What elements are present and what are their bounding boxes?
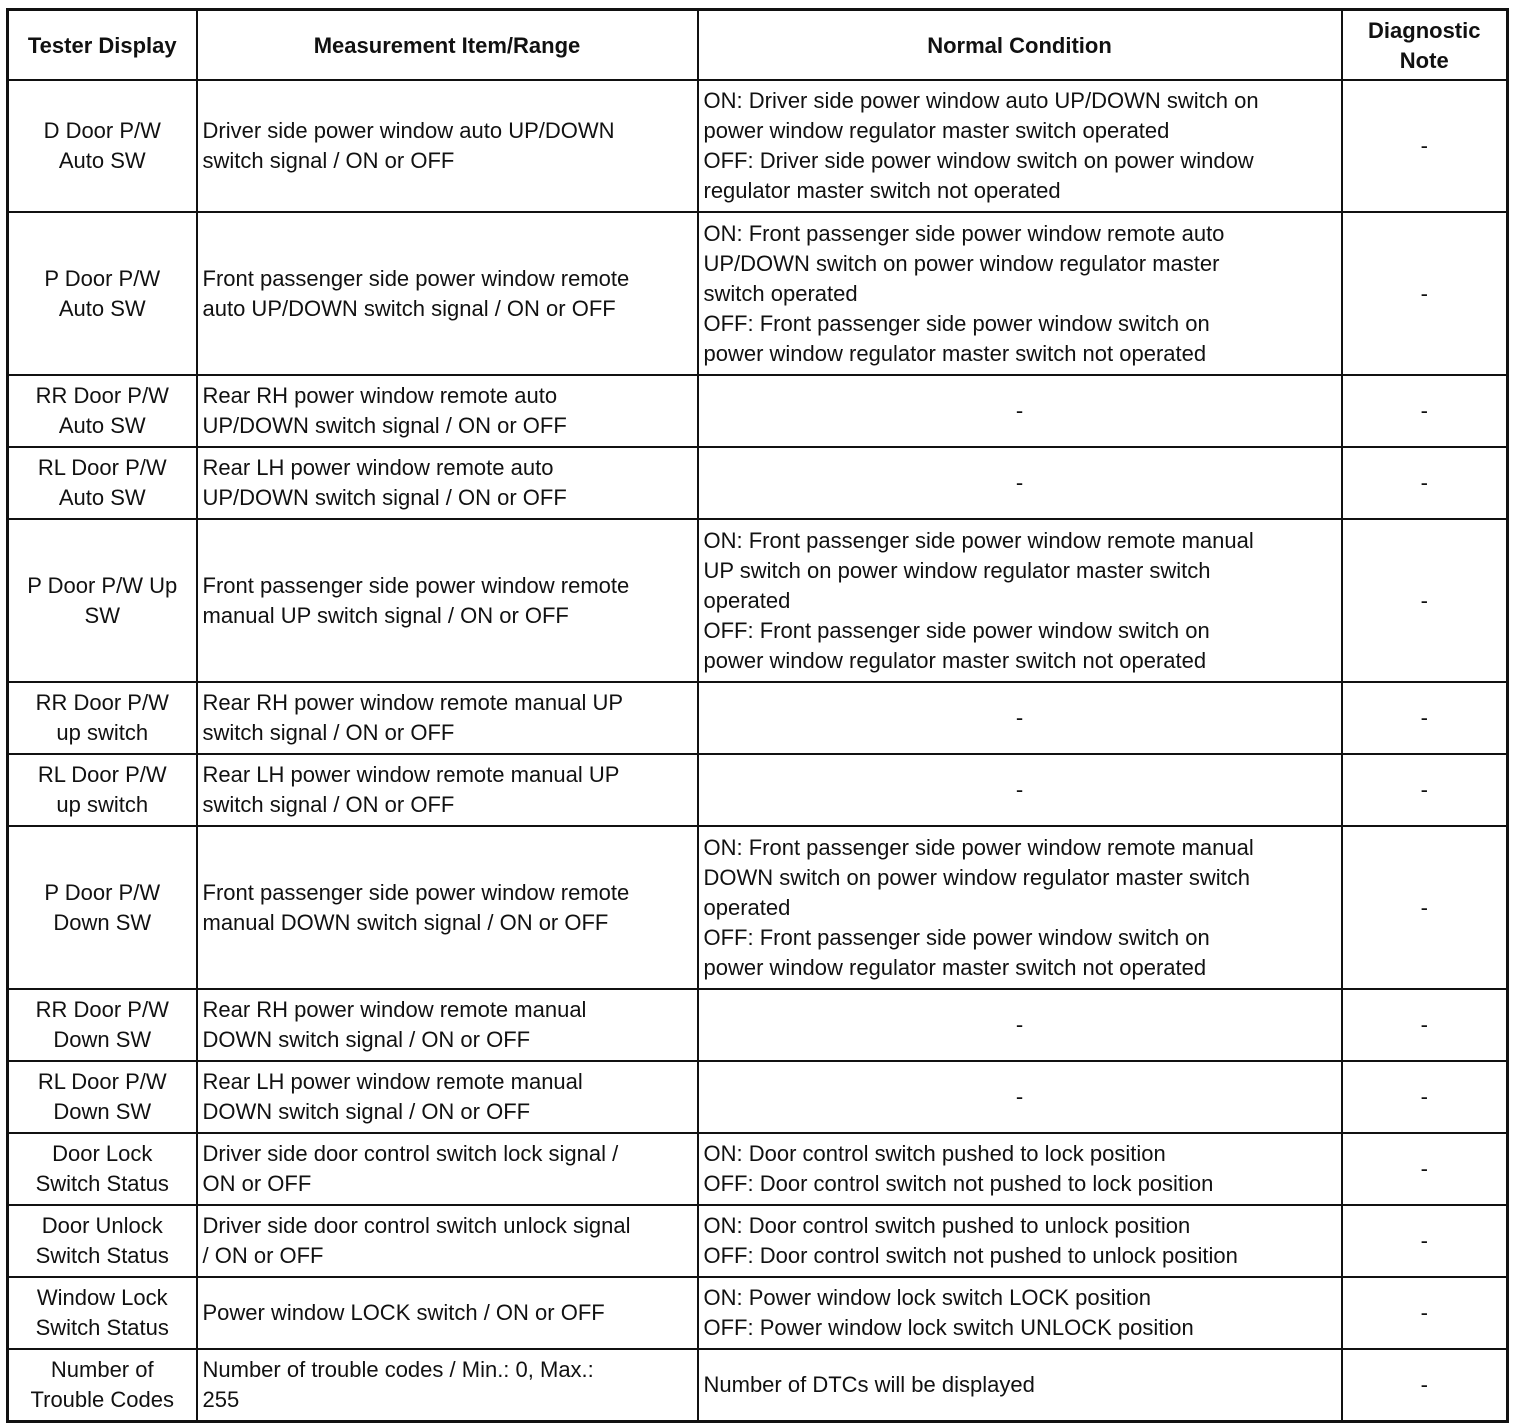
diagnostic-note-cell: -	[1342, 754, 1508, 826]
tester-display-cell-line: Down SW	[53, 909, 152, 935]
measurement-cell-line: Rear LH power window remote auto	[202, 455, 554, 480]
table-row	[8, 80, 1508, 212]
normal-condition-cell-line: DOWN switch on power window regulator master switch	[703, 864, 1251, 890]
measurement-cell-line: auto UP/DOWN switch signal / ON or OFF	[202, 295, 616, 321]
measurement-cell-line: Rear RH power window remote auto	[202, 383, 558, 408]
measurement-cell-line: ON or OFF	[202, 1171, 312, 1196]
header-diagnostic-note-line2: Note	[1399, 48, 1449, 73]
document-page	[6, 8, 1509, 1423]
tester-display-cell-line: RL Door P/W	[37, 1069, 167, 1094]
normal-condition-cell-line: operated	[703, 894, 791, 920]
measurement-cell-line: manual DOWN switch signal / ON or OFF	[202, 909, 609, 935]
tester-display-cell-line: Number of	[50, 1356, 154, 1382]
tester-display-cell-line: D Door P/W	[43, 118, 161, 143]
diagnostic-note-cell: -	[1342, 1133, 1508, 1205]
normal-condition-cell-line: -	[1015, 705, 1024, 730]
normal-condition-cell-line: power window regulator master switch not operated	[703, 340, 1207, 366]
measurement-cell-line: Number of trouble codes / Min.: 0, Max.:	[202, 1356, 594, 1382]
measurement-cell-line: / ON or OFF	[202, 1243, 324, 1268]
measurement-cell	[197, 375, 698, 447]
diagnostic-note-cell: -	[1342, 1277, 1508, 1349]
table-row	[8, 1133, 1508, 1205]
normal-condition-cell	[698, 212, 1342, 375]
measurement-cell	[197, 1205, 698, 1277]
normal-condition-cell	[698, 447, 1342, 519]
measurement-cell-line: switch signal / ON or OFF	[202, 148, 455, 173]
tester-display-cell-line: Auto SW	[58, 485, 146, 510]
normal-condition-cell-line: ON: Front passenger side power window remote auto	[703, 220, 1225, 246]
normal-condition-cell-line: switch operated	[703, 280, 858, 306]
measurement-cell-line: Rear RH power window remote manual	[202, 997, 587, 1022]
header-measurement-item: Measurement Item/Range	[197, 10, 698, 81]
normal-condition-cell-line: ON: Power window lock switch LOCK position	[703, 1285, 1151, 1310]
tester-display-cell	[8, 375, 197, 447]
diagnostic-note-cell: -	[1342, 989, 1508, 1061]
measurement-cell-line: manual UP switch signal / ON or OFF	[202, 602, 569, 628]
normal-condition-cell-line: -	[1015, 1012, 1024, 1037]
diagnostic-note-cell: -	[1342, 80, 1508, 212]
tester-display-cell	[8, 826, 197, 989]
tester-display-cell-line: Door Lock	[52, 1141, 153, 1166]
measurement-cell-line: Front passenger side power window remote	[202, 572, 630, 598]
normal-condition-cell-line: -	[1015, 1084, 1024, 1109]
tester-display-cell	[8, 212, 197, 375]
normal-condition-cell-line: -	[1015, 777, 1024, 802]
table-row	[8, 989, 1508, 1061]
normal-condition-cell-line: ON: Driver side power window auto UP/DOWN switch on	[703, 88, 1259, 113]
tester-display-cell-line: Down SW	[53, 1027, 152, 1052]
header-tester-display: Tester Display	[8, 10, 197, 81]
measurement-cell	[197, 212, 698, 375]
tester-display-cell-line: Door Unlock	[41, 1213, 163, 1238]
measurement-cell	[197, 1349, 698, 1421]
normal-condition-cell	[698, 1205, 1342, 1277]
table-row	[8, 1061, 1508, 1133]
normal-condition-cell-line: ON: Door control switch pushed to lock position	[703, 1141, 1166, 1166]
measurement-cell	[197, 682, 698, 754]
normal-condition-cell-line: UP switch on power window regulator master switch	[703, 557, 1211, 583]
normal-condition-cell-line: OFF: Door control switch not pushed to unlock position	[703, 1243, 1238, 1268]
measurement-cell-line: UP/DOWN switch signal / ON or OFF	[202, 413, 567, 438]
normal-condition-cell-line: power window regulator master switch operated	[703, 118, 1170, 143]
measurement-cell	[197, 1133, 698, 1205]
tester-display-cell-line: up switch	[56, 720, 149, 745]
normal-condition-cell-line: OFF: Front passenger side power window switch on	[703, 617, 1210, 643]
header-diagnostic-note	[1342, 10, 1508, 81]
normal-condition-cell-line: -	[1015, 398, 1024, 423]
normal-condition-cell	[698, 989, 1342, 1061]
measurement-cell-line: switch signal / ON or OFF	[202, 792, 455, 817]
tester-display-cell-line: Window Lock	[36, 1285, 168, 1310]
measurement-cell-line: Driver side power window auto UP/DOWN	[202, 118, 615, 143]
diagnostic-note-cell: -	[1342, 1349, 1508, 1421]
measurement-cell-line: Front passenger side power window remote	[202, 265, 630, 291]
data-list-table	[6, 8, 1509, 1423]
tester-display-cell-line: P Door P/W Up	[27, 572, 178, 598]
table-body	[8, 80, 1508, 1421]
tester-display-cell-line: RR Door P/W	[35, 690, 169, 715]
normal-condition-cell-line: OFF: Door control switch not pushed to lock position	[703, 1171, 1214, 1196]
tester-display-cell	[8, 447, 197, 519]
table-row	[8, 519, 1508, 682]
tester-display-cell	[8, 682, 197, 754]
diagnostic-note-cell: -	[1342, 682, 1508, 754]
diagnostic-note-cell: -	[1342, 1205, 1508, 1277]
measurement-cell-line: Rear LH power window remote manual UP	[202, 762, 620, 787]
measurement-cell-line: DOWN switch signal / ON or OFF	[202, 1099, 531, 1124]
measurement-cell-line: Rear RH power window remote manual UP	[202, 690, 624, 715]
normal-condition-cell-line: ON: Front passenger side power window remote manual	[703, 834, 1254, 860]
tester-display-cell	[8, 519, 197, 682]
diagnostic-note-cell: -	[1342, 375, 1508, 447]
tester-display-cell	[8, 80, 197, 212]
measurement-cell-line: Front passenger side power window remote	[202, 879, 630, 905]
tester-display-cell-line: RL Door P/W	[37, 762, 167, 787]
tester-display-cell-line: RL Door P/W	[37, 455, 167, 480]
measurement-cell-line: UP/DOWN switch signal / ON or OFF	[202, 485, 567, 510]
normal-condition-cell	[698, 682, 1342, 754]
measurement-cell-line: switch signal / ON or OFF	[202, 720, 455, 745]
normal-condition-cell	[698, 519, 1342, 682]
diagnostic-note-cell: -	[1342, 447, 1508, 519]
tester-display-cell	[8, 1349, 197, 1421]
tester-display-cell-line: RR Door P/W	[35, 997, 169, 1022]
tester-display-cell-line: Auto SW	[58, 148, 146, 173]
header-normal-condition: Normal Condition	[698, 10, 1342, 81]
tester-display-cell	[8, 1061, 197, 1133]
measurement-cell-line: DOWN switch signal / ON or OFF	[202, 1027, 531, 1052]
normal-condition-cell-line: ON: Door control switch pushed to unlock position	[703, 1213, 1191, 1238]
table-row	[8, 1277, 1508, 1349]
normal-condition-cell	[698, 1277, 1342, 1349]
normal-condition-cell-line: Number of DTCs will be displayed	[703, 1371, 1035, 1397]
measurement-cell	[197, 989, 698, 1061]
measurement-cell-line: Rear LH power window remote manual	[202, 1069, 583, 1094]
normal-condition-cell-line: OFF: Front passenger side power window switch on	[703, 310, 1210, 336]
header-row	[8, 10, 1508, 81]
normal-condition-cell-line: UP/DOWN switch on power window regulator master	[703, 250, 1220, 276]
tester-display-cell-line: Switch Status	[35, 1315, 169, 1340]
table-row	[8, 754, 1508, 826]
normal-condition-cell-line: -	[1015, 470, 1024, 495]
normal-condition-cell	[698, 1061, 1342, 1133]
header-diagnostic-note-line1: Diagnostic	[1368, 18, 1481, 43]
tester-display-cell-line: Switch Status	[35, 1243, 169, 1268]
diagnostic-note-cell: -	[1342, 826, 1508, 989]
diagnostic-note-cell: -	[1342, 212, 1508, 375]
table-row	[8, 1205, 1508, 1277]
measurement-cell-line: Power window LOCK switch / ON or OFF	[202, 1300, 605, 1325]
measurement-cell	[197, 447, 698, 519]
tester-display-cell-line: P Door P/W	[44, 879, 161, 905]
table-row	[8, 1349, 1508, 1421]
tester-display-cell-line: P Door P/W	[44, 265, 161, 291]
measurement-cell	[197, 80, 698, 212]
tester-display-cell-line: SW	[84, 602, 120, 628]
measurement-cell-line: 255	[202, 1386, 240, 1412]
tester-display-cell-line: Down SW	[53, 1099, 152, 1124]
tester-display-cell-line: up switch	[56, 792, 149, 817]
measurement-cell-line: Driver side door control switch unlock signal	[202, 1213, 631, 1238]
normal-condition-cell-line: power window regulator master switch not operated	[703, 647, 1207, 673]
normal-condition-cell	[698, 826, 1342, 989]
tester-display-cell	[8, 989, 197, 1061]
table-row	[8, 682, 1508, 754]
normal-condition-cell	[698, 1349, 1342, 1421]
normal-condition-cell-line: OFF: Front passenger side power window switch on	[703, 924, 1210, 950]
normal-condition-cell-line: OFF: Power window lock switch UNLOCK position	[703, 1315, 1194, 1340]
measurement-cell	[197, 826, 698, 989]
table-row	[8, 826, 1508, 989]
measurement-cell	[197, 1061, 698, 1133]
normal-condition-cell	[698, 754, 1342, 826]
tester-display-cell-line: Trouble Codes	[30, 1386, 174, 1412]
normal-condition-cell-line: OFF: Driver side power window switch on power window	[703, 148, 1254, 173]
table-row	[8, 447, 1508, 519]
normal-condition-cell-line: operated	[703, 587, 791, 613]
tester-display-cell	[8, 1133, 197, 1205]
normal-condition-cell	[698, 1133, 1342, 1205]
normal-condition-cell-line: regulator master switch not operated	[703, 178, 1061, 203]
diagnostic-note-cell: -	[1342, 1061, 1508, 1133]
tester-display-cell-line: Switch Status	[35, 1171, 169, 1196]
tester-display-cell	[8, 754, 197, 826]
tester-display-cell-line: Auto SW	[58, 295, 146, 321]
tester-display-cell	[8, 1205, 197, 1277]
normal-condition-cell	[698, 375, 1342, 447]
normal-condition-cell-line: power window regulator master switch not operated	[703, 954, 1207, 980]
normal-condition-cell	[698, 80, 1342, 212]
tester-display-cell	[8, 1277, 197, 1349]
tester-display-cell-line: RR Door P/W	[35, 383, 169, 408]
normal-condition-cell-line: ON: Front passenger side power window remote manual	[703, 527, 1254, 553]
measurement-cell	[197, 519, 698, 682]
measurement-cell	[197, 754, 698, 826]
measurement-cell	[197, 1277, 698, 1349]
table-row	[8, 375, 1508, 447]
table-row	[8, 212, 1508, 375]
diagnostic-note-cell: -	[1342, 519, 1508, 682]
tester-display-cell-line: Auto SW	[58, 413, 146, 438]
measurement-cell-line: Driver side door control switch lock signal /	[202, 1141, 619, 1166]
